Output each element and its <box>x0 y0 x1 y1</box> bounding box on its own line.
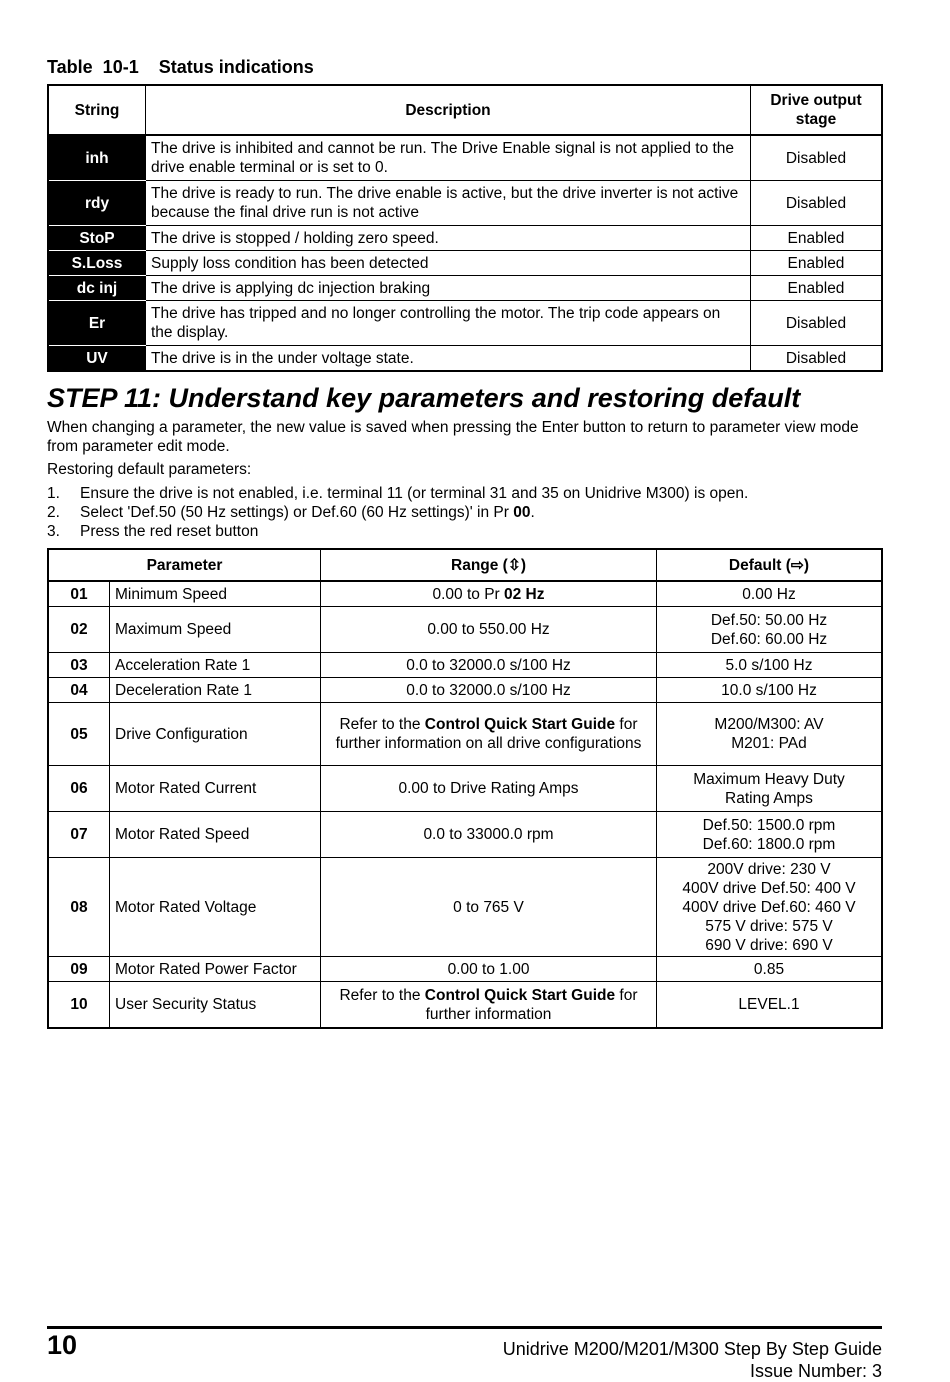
param-default <box>657 678 883 703</box>
status-code: Er <box>48 301 146 346</box>
param-range <box>321 678 657 703</box>
param-range <box>321 812 657 858</box>
default-line: Rating Amps <box>725 789 813 807</box>
param-number: 09 <box>48 957 110 982</box>
status-description: The drive is in the under voltage state. <box>146 346 751 372</box>
status-description: The drive is stopped / holding zero speed. <box>146 226 751 251</box>
default-line: Def.60: 1800.0 rpm <box>702 835 836 853</box>
default-line: 690 V drive: 690 V <box>705 936 833 954</box>
default-line: Maximum Heavy Duty <box>693 770 845 788</box>
default-line: 200V drive: 230 V <box>707 860 831 878</box>
param-range <box>321 858 657 957</box>
table-row <box>48 703 882 766</box>
param-name: Maximum Speed <box>110 607 321 653</box>
param-default <box>657 607 883 653</box>
status-code: inh <box>48 135 146 181</box>
intro-paragraph: When changing a parameter, the new value is saved when pressing the Enter button to return to parameter view mode from parameter edit mode. <box>47 419 859 455</box>
step-number: 3. <box>47 523 60 540</box>
param-default <box>657 766 883 812</box>
param-number: 03 <box>48 653 110 678</box>
header-range: Range (⇳) <box>321 549 657 581</box>
range-text: 0.0 to 33000.0 rpm <box>423 826 554 843</box>
param-number: 06 <box>48 766 110 812</box>
header-string: String <box>48 85 146 135</box>
restore-steps-list <box>47 484 748 541</box>
status-output: Enabled <box>751 251 883 276</box>
table-row <box>48 812 882 858</box>
status-row <box>48 301 882 346</box>
status-output: Disabled <box>751 346 883 372</box>
param-range <box>321 703 657 766</box>
param-name: Drive Configuration <box>110 703 321 766</box>
param-name: Motor Rated Power Factor <box>110 957 321 982</box>
status-code: S.Loss <box>48 251 146 276</box>
step-text: Press the red reset button <box>80 523 259 540</box>
param-range <box>321 957 657 982</box>
status-code: rdy <box>48 181 146 226</box>
range-text: 0.0 to 32000.0 s/100 Hz <box>406 656 571 674</box>
range-text: 0 to 765 V <box>453 898 524 916</box>
step-text: Ensure the drive is not enabled, i.e. terminal 11 (or terminal 31 and 35 on Unidrive M300) is open. <box>80 485 749 502</box>
status-output: Disabled <box>751 181 883 226</box>
range-text-end: for further information on all drive configurations <box>335 716 642 752</box>
status-output: Disabled <box>751 135 883 181</box>
param-default <box>657 703 883 766</box>
param-number: 04 <box>48 678 110 703</box>
param-table-body <box>48 581 882 1028</box>
param-default <box>657 858 883 957</box>
status-description: The drive is inhibited and cannot be run. The Drive Enable signal is not applied to the drive enable terminal or is set to 0. <box>146 135 751 181</box>
step-number: 1. <box>47 485 60 502</box>
param-range <box>321 581 657 607</box>
default-line: 5.0 s/100 Hz <box>725 656 813 674</box>
header-parameter: Parameter <box>48 549 321 581</box>
param-default <box>657 812 883 858</box>
default-line: 0.00 Hz <box>742 585 796 603</box>
param-default <box>657 653 883 678</box>
range-text-bold: Control Quick Start Guide <box>424 986 616 1004</box>
param-name: Motor Rated Speed <box>110 812 321 858</box>
param-range <box>321 766 657 812</box>
status-description: The drive is applying dc injection braking <box>146 276 751 301</box>
param-range <box>321 653 657 678</box>
footer-rule <box>47 1326 882 1329</box>
footer-doc-title <box>503 1338 882 1382</box>
table-row <box>48 581 882 607</box>
status-indications-table <box>47 84 883 372</box>
param-range <box>321 982 657 1029</box>
restore-label: Restoring default parameters: <box>47 461 252 478</box>
param-number: 01 <box>48 581 110 607</box>
range-text-bold: 02 Hz <box>504 585 545 603</box>
default-line: LEVEL.1 <box>738 996 800 1013</box>
range-text: 0.00 to Drive Rating Amps <box>398 780 579 797</box>
param-default <box>657 581 883 607</box>
param-number: 05 <box>48 703 110 766</box>
key-parameters-table <box>47 548 883 1029</box>
param-number: 08 <box>48 858 110 957</box>
param-name: Motor Rated Voltage <box>110 858 321 957</box>
param-number: 02 <box>48 607 110 653</box>
status-output: Disabled <box>751 301 883 346</box>
range-text-bold: Control Quick Start Guide <box>424 716 616 733</box>
list-item <box>47 503 748 522</box>
status-row <box>48 346 882 372</box>
table-row <box>48 766 882 812</box>
param-name: User Security Status <box>110 982 321 1029</box>
default-line: 575 V drive: 575 V <box>705 917 833 935</box>
status-row <box>48 181 882 226</box>
table-row <box>48 957 882 982</box>
status-row <box>48 276 882 301</box>
list-item <box>47 522 748 541</box>
table-row <box>48 607 882 653</box>
param-default <box>657 982 883 1029</box>
status-table-title: Table 10-1 Status indications <box>47 57 314 77</box>
range-text-end: for further information <box>425 986 638 1023</box>
status-description: The drive is ready to run. The drive enable is active, but the drive inverter is not active because the final drive run is not active <box>146 181 751 226</box>
status-code: StoP <box>48 226 146 251</box>
table-row <box>48 678 882 703</box>
range-text: 0.0 to 32000.0 s/100 Hz <box>406 681 571 699</box>
step-heading: STEP 11: Understand key parameters and restoring default <box>47 383 801 413</box>
default-line: Def.50: 1500.0 rpm <box>702 816 836 834</box>
status-description: Supply loss condition has been detected <box>146 251 751 276</box>
step-text-end: . <box>530 504 535 521</box>
status-output: Enabled <box>751 226 883 251</box>
default-line: 400V drive Def.60: 460 V <box>682 898 856 916</box>
param-name: Motor Rated Current <box>110 766 321 812</box>
range-text: 0.00 to 1.00 <box>447 960 530 978</box>
status-code: dc inj <box>48 276 146 301</box>
default-line: Def.60: 60.00 Hz <box>710 630 828 648</box>
status-row <box>48 251 882 276</box>
param-range <box>321 607 657 653</box>
default-line: M200/M300: AV <box>714 716 824 733</box>
default-line: 400V drive Def.50: 400 V <box>682 879 856 897</box>
param-number: 07 <box>48 812 110 858</box>
step-text-bold: 00 <box>513 504 531 521</box>
issue-number: Issue Number: 3 <box>749 1361 882 1381</box>
list-item <box>47 484 748 503</box>
range-text: Refer to the <box>339 716 425 733</box>
header-description: Description <box>146 85 751 135</box>
default-line: Def.50: 50.00 Hz <box>710 611 828 629</box>
param-name: Deceleration Rate 1 <box>110 678 321 703</box>
step-text: Select 'Def.50 (50 Hz settings) or Def.60 (60 Hz settings)' in Pr <box>80 504 514 521</box>
default-line: M201: PAd <box>731 735 807 752</box>
range-text: Refer to the <box>339 986 425 1004</box>
default-line: 0.85 <box>753 960 785 978</box>
range-text: 0.00 to Pr <box>432 585 504 603</box>
status-description: The drive has tripped and no longer controlling the motor. The trip code appears on the display. <box>146 301 751 346</box>
param-name: Minimum Speed <box>110 581 321 607</box>
status-code: UV <box>48 346 146 372</box>
doc-title: Unidrive M200/M201/M300 Step By Step Guide <box>502 1339 882 1359</box>
page-number: 10 <box>47 1330 78 1360</box>
header-output-stage: Drive output stage <box>751 85 883 135</box>
range-text: 0.00 to 550.00 Hz <box>427 621 550 638</box>
status-output: Enabled <box>751 276 883 301</box>
table-row <box>48 982 882 1029</box>
header-default: Default (⇨) <box>657 549 883 581</box>
param-default <box>657 957 883 982</box>
status-row <box>48 135 882 181</box>
table-row <box>48 653 882 678</box>
default-line: 10.0 s/100 Hz <box>721 681 817 699</box>
step-number: 2. <box>47 504 60 521</box>
status-row <box>48 226 882 251</box>
table-row <box>48 858 882 957</box>
param-name: Acceleration Rate 1 <box>110 653 321 678</box>
param-number: 10 <box>48 982 110 1029</box>
